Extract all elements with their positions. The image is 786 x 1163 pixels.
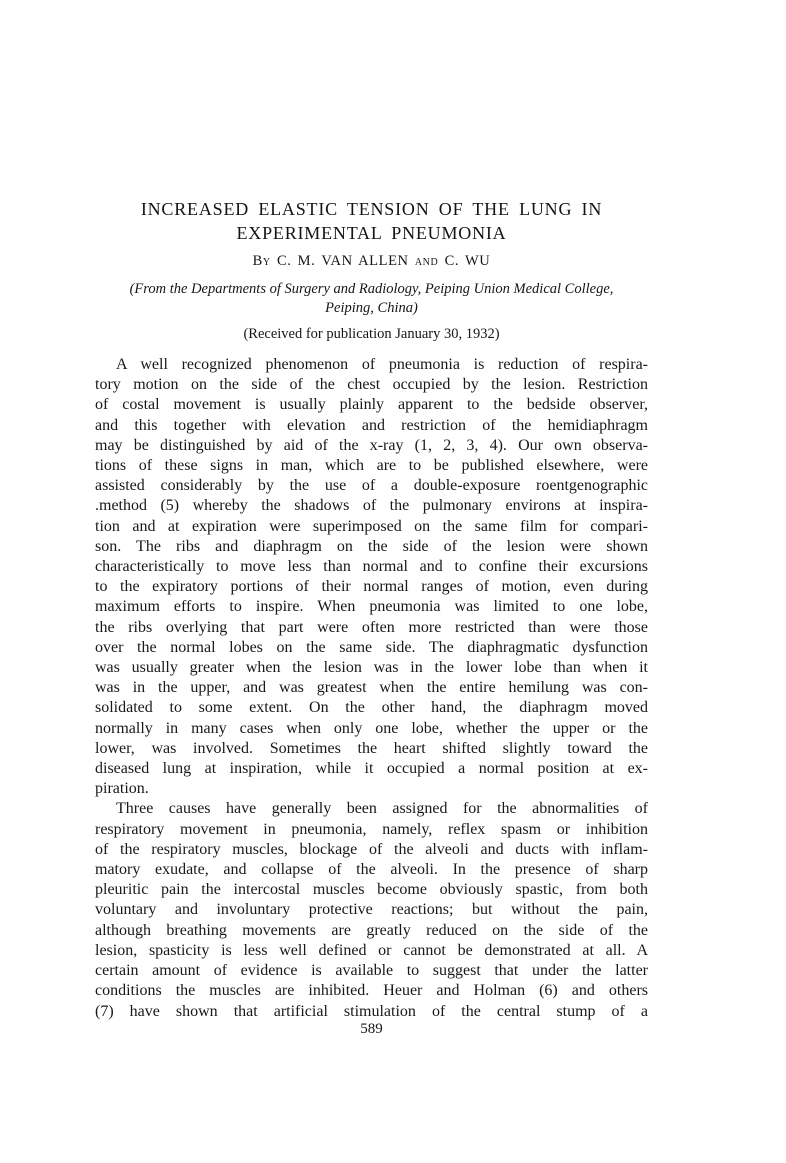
text-line: normally in many cases when only one lobe, whether the upper or the: [95, 719, 648, 737]
affiliation-line-1: (From the Departments of Surgery and Radiology, Peiping Union Medical College,: [129, 281, 614, 297]
text-line: was in the upper, and was greatest when the entire hemilung was con-: [95, 679, 648, 697]
text-line: pleuritic pain the intercostal muscles become obviously spastic, from both: [95, 881, 648, 899]
text-line: characteristically to move less than normal and to confine their excursions: [95, 558, 648, 576]
affiliation-line-2: Peiping, China): [325, 300, 418, 316]
article-title-line-1: INCREASED ELASTIC TENSION OF THE LUNG IN: [140, 199, 603, 219]
text-line: of the respiratory muscles, blockage of the alveoli and ducts with inflam-: [95, 840, 648, 858]
byline-author-1: C. M. VAN ALLEN: [276, 253, 409, 269]
text-line: son. The ribs and diaphragm on the side of the lesion were shown: [95, 537, 648, 555]
byline: [95, 253, 648, 270]
text-line: tory motion on the side of the chest occupied by the lesion. Restriction: [95, 376, 648, 394]
text-line: the ribs overlying that part were often more restricted than were those: [95, 618, 648, 636]
text-line: was usually greater when the lesion was in the lower lobe than when it: [95, 659, 648, 677]
page-number: 589: [360, 1021, 383, 1037]
affiliation: [95, 280, 648, 318]
byline-and: and: [414, 253, 439, 269]
article-title-line-2: EXPERIMENTAL PNEUMONIA: [236, 223, 507, 243]
text-line: lesion, spasticity is less well defined or cannot be demonstrated at all. A: [95, 941, 648, 959]
text-line: (7) have shown that artificial stimulation of the central stump of a: [95, 1002, 648, 1020]
text-line: assisted considerably by the use of a double-exposure roentgenographic: [95, 477, 648, 495]
text-line: tion and at expiration were superimposed on the same film for compari-: [95, 517, 648, 535]
text-line: piration.: [95, 780, 149, 798]
paragraph-1: [95, 355, 648, 799]
text-line: .method (5) whereby the shadows of the pulmonary environs at inspira-: [95, 497, 648, 515]
text-line: lower, was involved. Sometimes the heart shifted slightly toward the: [95, 739, 648, 757]
text-line: tions of these signs in man, which are to be published elsewhere, were: [95, 457, 648, 475]
byline-by: By: [252, 253, 271, 269]
text-line: A well recognized phenomenon of pneumonia is reduction of respira-: [116, 356, 648, 373]
text-line: Three causes have generally been assigned for the abnormalities of: [116, 800, 648, 818]
received-note: (Received for publication January 30, 1932): [243, 326, 500, 342]
text-line: respiratory movement in pneumonia, namely, reflex spasm or inhibition: [95, 820, 648, 838]
text-line: conditions the muscles are inhibited. Heuer and Holman (6) and others: [95, 982, 648, 1000]
text-line: diseased lung at inspiration, while it occupied a normal position at ex-: [95, 760, 648, 778]
body-text: [95, 355, 648, 1022]
text-line: although breathing movements are greatly reduced on the side of the: [95, 921, 648, 939]
text-line: of costal movement is usually plainly apparent to the bedside observer,: [95, 396, 648, 414]
text-line: certain amount of evidence is available to suggest that under the latter: [95, 962, 648, 980]
text-line: may be distinguished by aid of the x-ray (1, 2, 3, 4). Our own observa-: [95, 436, 648, 454]
paragraph-2: [95, 799, 648, 1021]
byline-author-2: C. WU: [444, 253, 491, 269]
text-line: matory exudate, and collapse of the alveoli. In the presence of sharp: [95, 861, 648, 879]
text-line: to the expiratory portions of their normal ranges of motion, even during: [95, 578, 648, 596]
text-line: voluntary and involuntary protective reactions; but without the pain,: [95, 901, 648, 919]
article-title: [95, 197, 648, 245]
text-line: solidated to some extent. On the other hand, the diaphragm moved: [95, 699, 648, 717]
text-line: maximum efforts to inspire. When pneumonia was limited to one lobe,: [95, 598, 648, 616]
text-line: over the normal lobes on the same side. The diaphragmatic dysfunction: [95, 638, 648, 656]
text-line: and this together with elevation and restriction of the hemidiaphragm: [95, 416, 648, 434]
